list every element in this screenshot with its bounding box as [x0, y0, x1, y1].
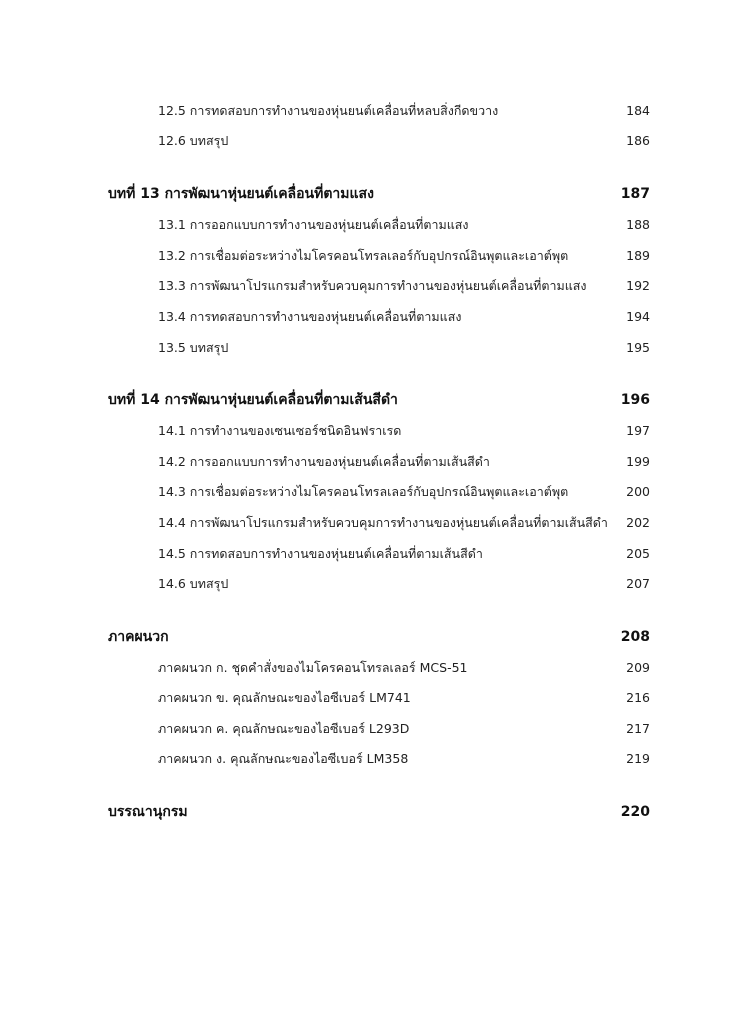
toc-entry-label: 13.4 การทดสอบการทำงานของหุ่นยนต์เคลื่อนที่ตามแสง — [158, 309, 462, 324]
toc-entry-12-6 — [0, 128, 748, 154]
chapter-title: บทที่ 14 การพัฒนาหุ่นยนต์เคลื่อนที่ตามเส้นสีดำ — [108, 392, 398, 408]
toc-entry-label: ภาคผนวก ข. คุณลักษณะของไอซีเบอร์ LM741 — [158, 690, 411, 705]
bibliography-title: บรรณานุกรม — [108, 804, 188, 820]
toc-entry-page: 188 — [626, 217, 650, 232]
toc-entry-14-4 — [0, 510, 748, 536]
toc-entry-page: 202 — [626, 515, 650, 530]
toc-entry-13-5 — [0, 335, 748, 361]
chapter-page: 196 — [620, 392, 650, 408]
toc-entry-label: 13.5 บทสรุป — [158, 340, 229, 355]
toc-entry-13-3 — [0, 273, 748, 299]
toc-entry-14-5 — [0, 541, 748, 567]
chapter-page: 187 — [620, 186, 650, 202]
toc-entry-label: 13.2 การเชื่อมต่อระหว่างไมโครคอนโทรลเลอร์กับอุปกรณ์อินพุตและเอาต์พุต — [158, 248, 569, 263]
toc-entry-label: 14.1 การทำงานของเซนเซอร์ชนิดอินฟราเรด — [158, 423, 402, 438]
toc-entry-13-1 — [0, 212, 748, 238]
toc-chapter-13 — [0, 181, 748, 207]
toc-appendix-b — [0, 685, 748, 711]
toc-entry-page: 199 — [626, 454, 650, 469]
toc-entry-14-3 — [0, 479, 748, 505]
toc-entry-page: 219 — [626, 751, 650, 766]
toc-entry-page: 209 — [626, 660, 650, 675]
toc-entry-label: 14.3 การเชื่อมต่อระหว่างไมโครคอนโทรลเลอร์กับอุปกรณ์อินพุตและเอาต์พุต — [158, 484, 569, 499]
toc-entry-label: 13.1 การออกแบบการทำงานของหุ่นยนต์เคลื่อนที่ตามแสง — [158, 217, 469, 232]
toc-entry-13-4 — [0, 304, 748, 330]
toc-entry-label: 12.5 การทดสอบการทำงานของหุ่นยนต์เคลื่อนที่หลบสิ่งกีดขวาง — [158, 103, 499, 118]
toc-entry-label: 14.2 การออกแบบการทำงานของหุ่นยนต์เคลื่อนที่ตามเส้นสีดำ — [158, 454, 490, 469]
appendix-title: ภาคผนวก — [108, 629, 169, 645]
toc-appendix — [0, 624, 748, 650]
toc-entry-13-2 — [0, 243, 748, 269]
toc-entry-label: ภาคผนวก ก. ชุดคำสั่งของไมโครคอนโทรลเลอร์ MCS-51 — [158, 660, 468, 675]
toc-entry-page: 200 — [626, 484, 650, 499]
chapter-title: บทที่ 13 การพัฒนาหุ่นยนต์เคลื่อนที่ตามแสง — [108, 186, 374, 202]
toc-entry-page: 194 — [626, 309, 650, 324]
toc-chapter-14 — [0, 387, 748, 413]
bibliography-page: 220 — [620, 804, 650, 820]
toc-entry-label: ภาคผนวก ค. คุณลักษณะของไอซีเบอร์ L293D — [158, 721, 410, 736]
toc-entry-page: 189 — [626, 248, 650, 263]
toc-entry-page: 186 — [626, 133, 650, 148]
toc-entry-page: 207 — [626, 576, 650, 591]
appendix-page: 208 — [620, 629, 650, 645]
toc-appendix-d — [0, 746, 748, 772]
toc-entry-14-6 — [0, 571, 748, 597]
toc-entry-label: 12.6 บทสรุป — [158, 133, 229, 148]
toc-entry-12-5 — [0, 98, 748, 124]
toc-entry-14-2 — [0, 449, 748, 475]
toc-entry-page: 205 — [626, 546, 650, 561]
toc-entry-page: 217 — [626, 721, 650, 736]
toc-appendix-a — [0, 655, 748, 681]
toc-entry-page: 216 — [626, 690, 650, 705]
toc-entry-page: 195 — [626, 340, 650, 355]
toc-entry-label: 13.3 การพัฒนาโปรแกรมสำหรับควบคุมการทำงานของหุ่นยนต์เคลื่อนที่ตามแสง — [158, 278, 587, 293]
toc-entry-page: 197 — [626, 423, 650, 438]
toc-entry-label: 14.5 การทดสอบการทำงานของหุ่นยนต์เคลื่อนที่ตามเส้นสีดำ — [158, 546, 483, 561]
toc-entry-label: 14.6 บทสรุป — [158, 576, 229, 591]
toc-entry-page: 192 — [626, 278, 650, 293]
toc-entry-page: 184 — [626, 103, 650, 118]
toc-appendix-c — [0, 716, 748, 742]
toc-entry-14-1 — [0, 418, 748, 444]
toc-entry-label: 14.4 การพัฒนาโปรแกรมสำหรับควบคุมการทำงานของหุ่นยนต์เคลื่อนที่ตามเส้นสีดำ — [158, 515, 608, 530]
toc-bibliography — [0, 799, 748, 825]
toc-entry-label: ภาคผนวก ง. คุณลักษณะของไอซีเบอร์ LM358 — [158, 751, 409, 766]
